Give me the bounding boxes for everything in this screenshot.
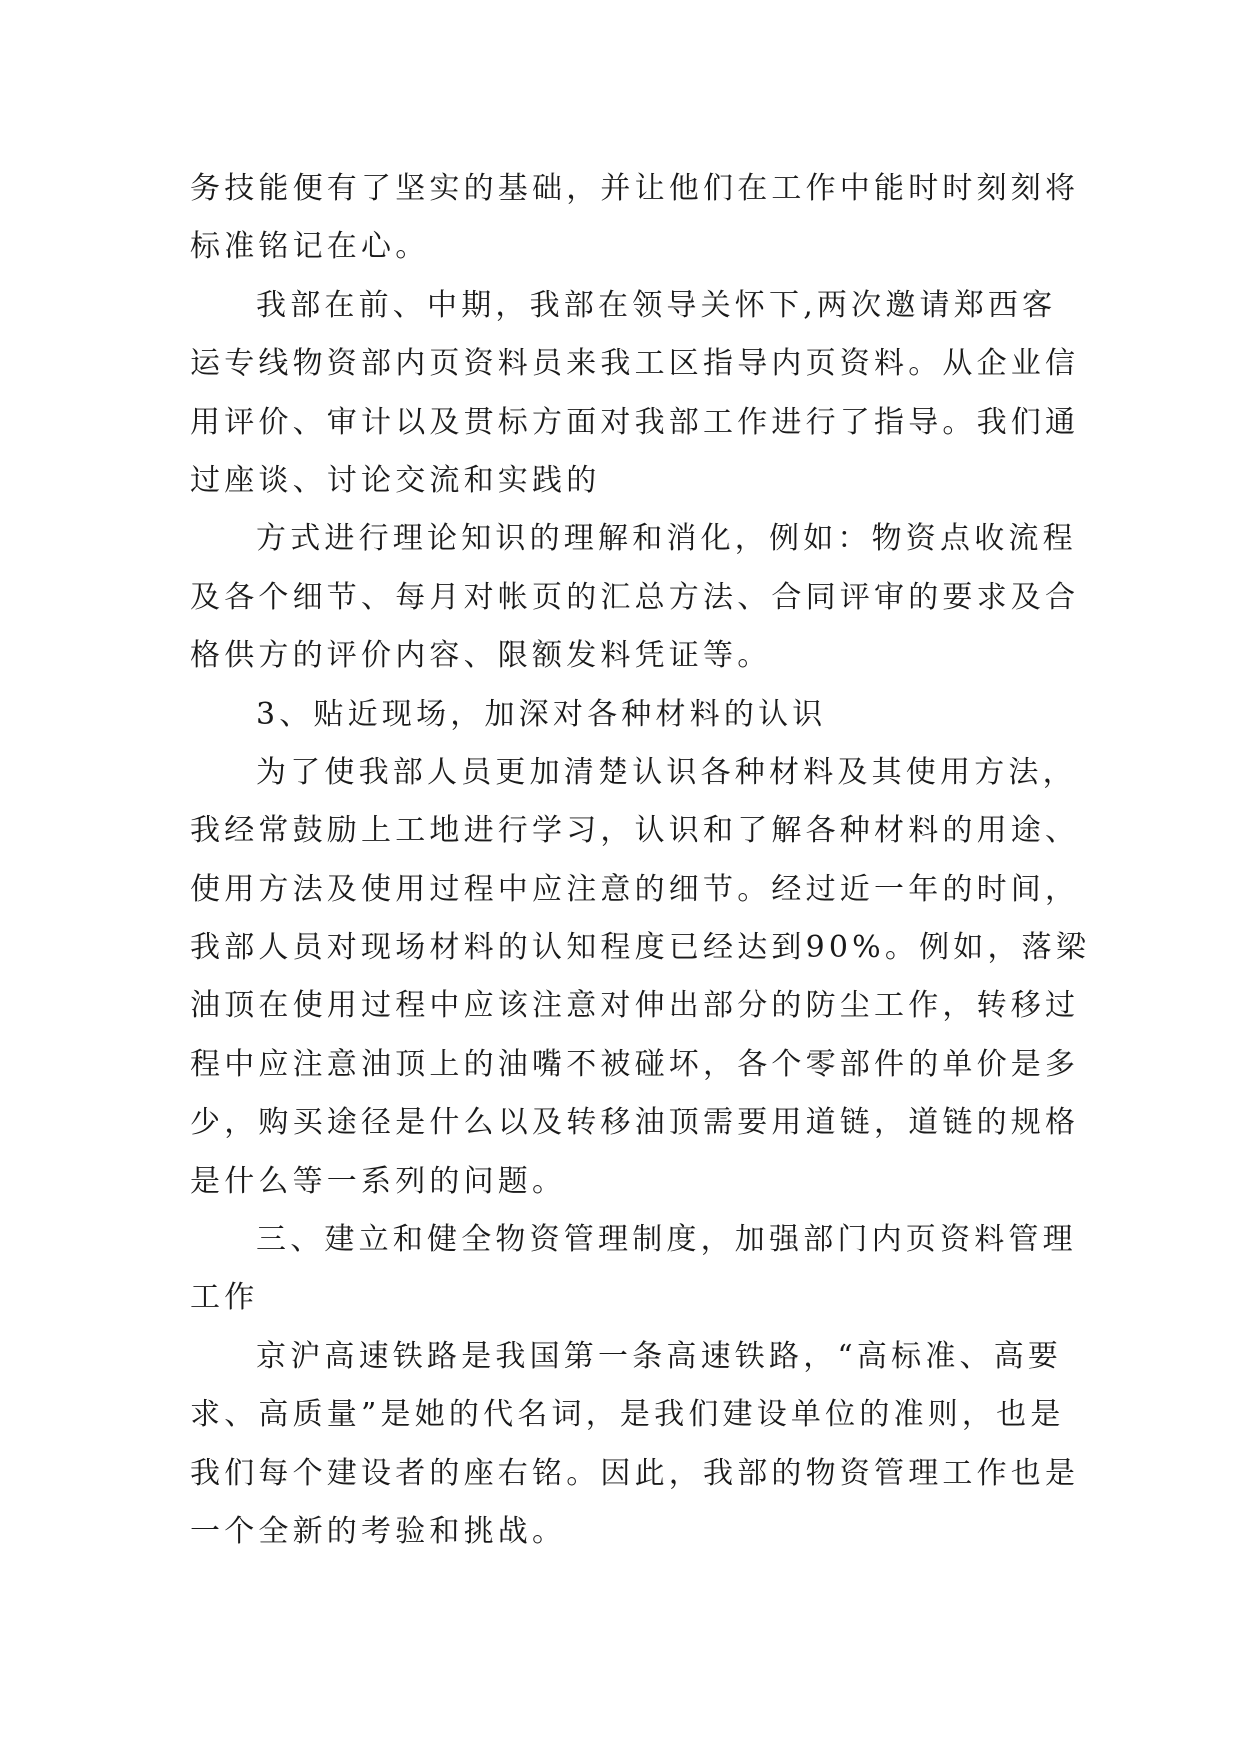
text-line: 用评价、审计以及贯标方面对我部工作进行了指导。我们通 <box>190 404 1080 440</box>
text-line: 京沪高速铁路是我国第一条高速铁路，“高标准、高要 <box>256 1338 1063 1374</box>
text-line: 我们每个建设者的座右铭。因此，我部的物资管理工作也是 <box>190 1455 1080 1491</box>
text-line: 一个全新的考验和挑战。 <box>190 1513 567 1549</box>
text-line: 过座谈、讨论交流和实践的 <box>190 462 601 498</box>
text-line: 标准铭记在心。 <box>190 229 430 265</box>
text-line: 务技能便有了坚实的基础，并让他们在工作中能时时刻刻将 <box>190 171 1080 206</box>
text-line: 程中应注意油顶上的油嘴不被碰坏，各个零部件的单价是多 <box>190 1046 1080 1082</box>
text-line: 工作 <box>190 1280 259 1316</box>
body-text <box>190 160 1091 1561</box>
text-line: 我部在前、中期，我部在领导关怀下,两次邀请郑西客 <box>256 287 1057 323</box>
text-line: 及各个细节、每月对帐页的汇总方法、合同评审的要求及合 <box>190 579 1080 615</box>
text-line: 格供方的评价内容、限额发料凭证等。 <box>190 638 772 674</box>
text-line: 少，购买途径是什么以及转移油顶需要用道链，道链的规格 <box>190 1105 1080 1141</box>
text-line: 三、建立和健全物资管理制度，加强部门内页资料管理 <box>256 1222 1077 1258</box>
text-line: 是什么等一系列的问题。 <box>190 1163 567 1199</box>
text-line: 油顶在使用过程中应该注意对伸出部分的防尘工作，转移过 <box>190 988 1080 1024</box>
text-line: 为了使我部人员更加清楚认识各种材料及其使用方法， <box>256 754 1077 790</box>
text-line: 我经常鼓励上工地进行学习，认识和了解各种材料的用途、 <box>190 813 1080 849</box>
text-line: 3、贴近现场，加深对各种材料的认识 <box>256 696 827 732</box>
text-line: 运专线物资部内页资料员来我工区指导内页资料。从企业信 <box>190 346 1080 382</box>
text-line: 求、高质量”是她的代名词，是我们建设单位的准则，也是 <box>190 1397 1065 1433</box>
text-line: 使用方法及使用过程中应注意的细节。经过近一年的时间， <box>190 871 1080 907</box>
text-line: 我部人员对现场材料的认知程度已经达到90%。例如，落梁 <box>190 930 1091 966</box>
text-line: 方式进行理论知识的理解和消化，例如：物资点收流程 <box>256 521 1077 557</box>
